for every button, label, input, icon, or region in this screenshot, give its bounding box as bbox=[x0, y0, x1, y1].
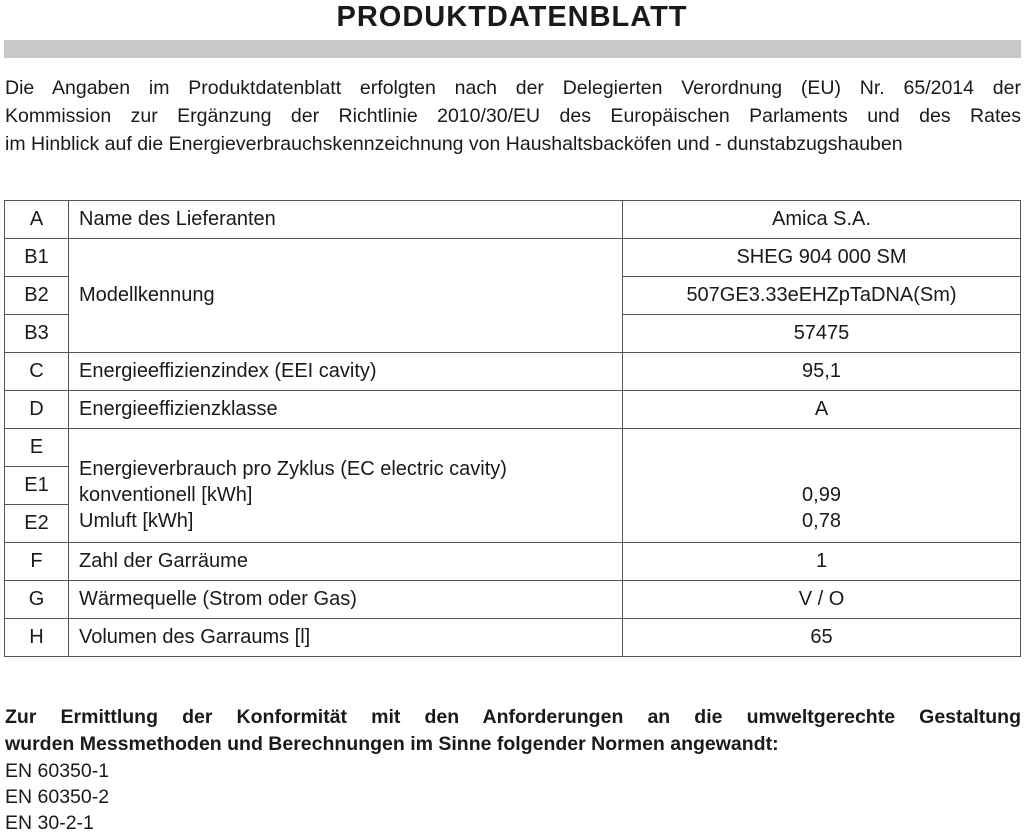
row-label: konventionell [kWh] bbox=[79, 484, 253, 506]
product-data-table bbox=[4, 200, 1021, 657]
row-value: Amica S.A. bbox=[623, 201, 1021, 239]
table-row bbox=[5, 581, 1021, 619]
title-underline-bar bbox=[4, 40, 1021, 58]
table-row bbox=[5, 429, 1021, 467]
row-code: B2 bbox=[5, 277, 69, 315]
intro-paragraph bbox=[5, 74, 1021, 158]
row-code: A bbox=[5, 201, 69, 239]
row-code: D bbox=[5, 391, 69, 429]
row-label: Volumen des Garraums [l] bbox=[69, 619, 623, 657]
intro-line: Die Angaben im Produktdatenblatt erfolgten nach der Delegierten Verordnung (EU) Nr. 65/2014 der bbox=[5, 77, 1021, 99]
row-label: Name des Lieferanten bbox=[69, 201, 623, 239]
row-label: Energieverbrauch pro Zyklus (EC electric cavity) bbox=[79, 458, 507, 480]
table-row bbox=[5, 353, 1021, 391]
row-value: 57475 bbox=[623, 315, 1021, 353]
norm-item: EN 30-2-1 bbox=[5, 812, 94, 834]
table-row bbox=[5, 619, 1021, 657]
page-title: PRODUKTDATENBLATT bbox=[336, 1, 688, 33]
energy-consumption-values bbox=[623, 429, 1021, 543]
row-value: 1 bbox=[623, 543, 1021, 581]
row-value: 507GE3.33eEHZpTaDNA(Sm) bbox=[623, 277, 1021, 315]
row-value: V / O bbox=[623, 581, 1021, 619]
row-value: SHEG 904 000 SM bbox=[623, 239, 1021, 277]
table-row bbox=[5, 391, 1021, 429]
energy-consumption-label bbox=[69, 429, 623, 543]
row-code: B3 bbox=[5, 315, 69, 353]
intro-line: Kommission zur Ergänzung der Richtlinie 2010/30/EU des Europäischen Parlaments und des Rates bbox=[5, 105, 1021, 127]
row-label: Energieeffizienzklasse bbox=[69, 391, 623, 429]
row-label: Umluft [kWh] bbox=[79, 510, 194, 532]
conformity-heading-line: wurden Messmethoden und Berechnungen im Sinne folgender Normen angewandt: bbox=[5, 733, 779, 755]
row-value: 0,78 bbox=[802, 510, 841, 532]
row-value: 65 bbox=[623, 619, 1021, 657]
row-code: E2 bbox=[5, 505, 69, 543]
row-value: 0,99 bbox=[802, 484, 841, 506]
row-code: E1 bbox=[5, 467, 69, 505]
table-row bbox=[5, 201, 1021, 239]
row-code: G bbox=[5, 581, 69, 619]
row-label: Wärmequelle (Strom oder Gas) bbox=[69, 581, 623, 619]
row-label: Energieeffizienzindex (EEI cavity) bbox=[69, 353, 623, 391]
table-row bbox=[5, 543, 1021, 581]
row-code: C bbox=[5, 353, 69, 391]
intro-line: im Hinblick auf die Energieverbrauchskennzeichnung von Haushaltsbacköfen und - dunstabzugshauben bbox=[5, 133, 903, 155]
row-label: Modellkennung bbox=[69, 239, 623, 353]
row-value: A bbox=[623, 391, 1021, 429]
row-code: B1 bbox=[5, 239, 69, 277]
row-code: H bbox=[5, 619, 69, 657]
conformity-section bbox=[5, 704, 1021, 836]
row-value: 95,1 bbox=[623, 353, 1021, 391]
norm-item: EN 60350-2 bbox=[5, 786, 110, 808]
table-row bbox=[5, 239, 1021, 277]
row-code: F bbox=[5, 543, 69, 581]
conformity-heading-line: Zur Ermittlung der Konformität mit den Anforderungen an die umweltgerechte Gestaltung bbox=[5, 706, 1021, 728]
row-code: E bbox=[5, 429, 69, 467]
norm-item: EN 60350-1 bbox=[5, 760, 110, 782]
row-label: Zahl der Garräume bbox=[69, 543, 623, 581]
